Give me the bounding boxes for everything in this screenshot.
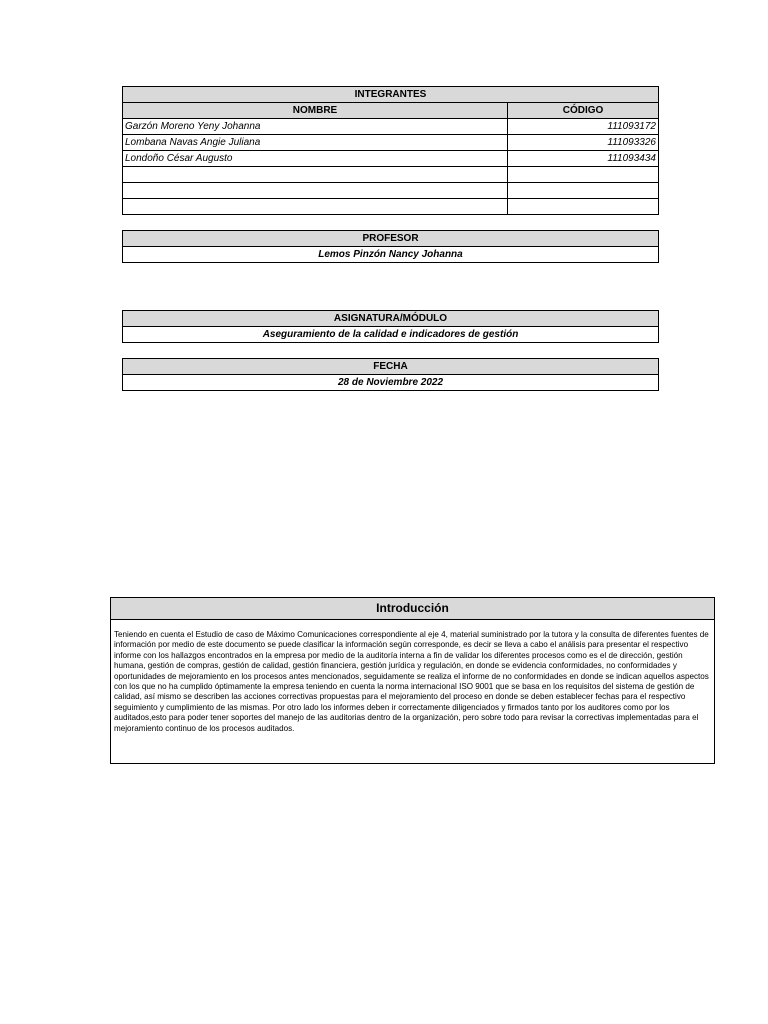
codigo-cell	[508, 199, 659, 215]
codigo-cell: 111093172	[508, 119, 659, 135]
integrantes-title: INTEGRANTES	[123, 87, 659, 103]
asignatura-table	[122, 310, 659, 343]
fecha-value: 28 de Noviembre 2022	[123, 375, 659, 391]
profesor-title: PROFESOR	[123, 231, 659, 247]
codigo-cell: 111093326	[508, 135, 659, 151]
asignatura-title: ASIGNATURA/MÓDULO	[123, 311, 659, 327]
nombre-cell: Lombana Navas Angie Juliana	[123, 135, 508, 151]
nombre-header: NOMBRE	[123, 103, 508, 119]
nombre-cell	[123, 199, 508, 215]
fecha-table	[122, 358, 659, 391]
nombre-cell	[123, 183, 508, 199]
profesor-name: Lemos Pinzón Nancy Johanna	[123, 247, 659, 263]
codigo-header: CÓDIGO	[508, 103, 659, 119]
fecha-title: FECHA	[123, 359, 659, 375]
table-row	[123, 183, 659, 199]
codigo-cell	[508, 183, 659, 199]
codigo-cell	[508, 167, 659, 183]
integrantes-table	[122, 86, 659, 215]
profesor-table	[122, 230, 659, 263]
table-row	[123, 167, 659, 183]
table-row	[123, 135, 659, 151]
codigo-cell: 111093434	[508, 151, 659, 167]
asignatura-value: Aseguramiento de la calidad e indicadores de gestión	[123, 327, 659, 343]
introduccion-title: Introducción	[111, 598, 714, 620]
introduccion-body: Teniendo en cuenta el Estudio de caso de Máximo Comunicaciones correspondiente al eje 4, material suministrado por la tutora y la consulta de diferentes fuentes de información por medio de este documento se puede clasificar la información según corresponde, es decir se lleva a cabo el análisis para presentar el respectivo informe con los hallazgos encontrados en la empresa por medio de la auditoría interna a fin de validar los diferentes procesos como es el de dirección, gestión humana, gestión de compras, gestión de calidad, gestión financiera, gestión jurídica y regulación, en donde se evidencia conformidades, no conformidades y oportunidades de mejoramiento en los procesos antes mencionados, seguidamente se realiza el informe de no conformidades en donde se indican aquellos aspectos con los que no ha cumplido óptimamente la empresa teniendo en cuenta la norma internacional ISO 9001 que se basa en los requisitos del sistema de gestión de calidad, así mismo se describen las acciones correctivas propuestas para el mejoramiento del proceso en donde se deben establecer fechas para el respectivo seguimiento y cumplimiento de las mismas. Por otro lado los informes deben ir correctamente diligenciados y firmados tanto por los auditores como por los auditados,esto para poder tener soportes del manejo de las auditorias dentro de la organización, pero sobre todo para revisar la correctivas implementadas para el mejoramiento continuo de los procesos auditados.	[114, 630, 709, 733]
nombre-cell: Garzón Moreno Yeny Johanna	[123, 119, 508, 135]
table-row	[123, 119, 659, 135]
table-row	[123, 151, 659, 167]
table-row	[123, 199, 659, 215]
nombre-cell	[123, 167, 508, 183]
introduccion-section	[110, 597, 715, 764]
nombre-cell: Londoño César Augusto	[123, 151, 508, 167]
